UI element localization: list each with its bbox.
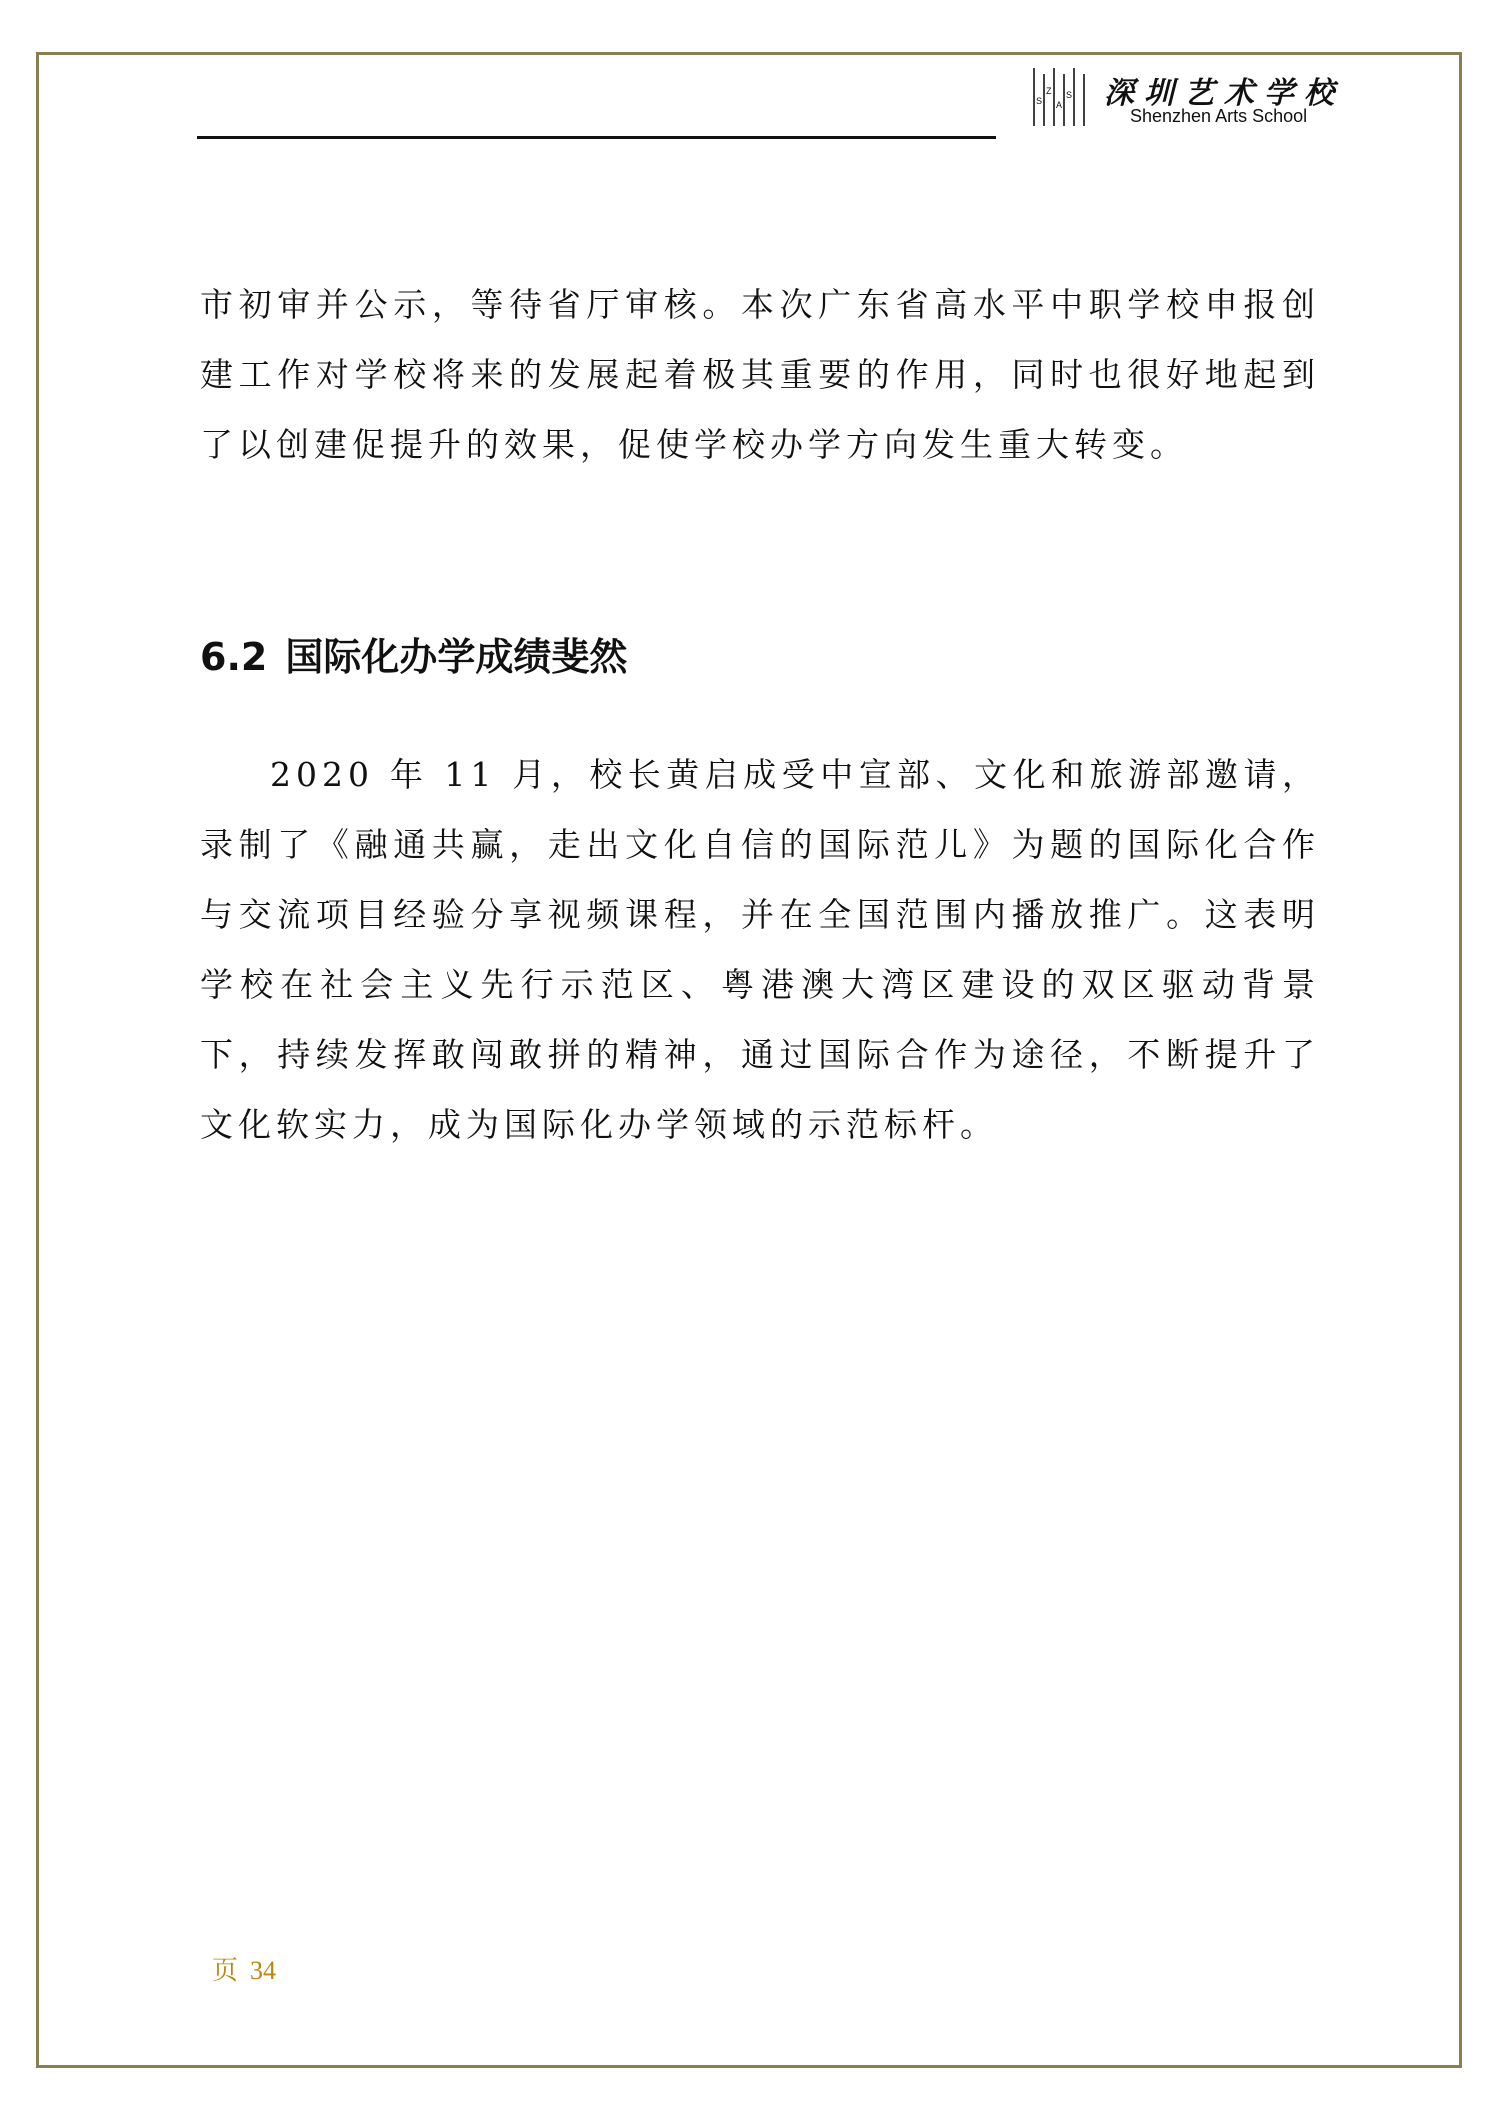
page-label: 页 <box>212 1956 239 1985</box>
section-title: 国际化办学成绩斐然 <box>285 635 628 679</box>
body-paragraph: 2020 年 11 月，校长黄启成受中宣部、文化和旅游部邀请，录制了《融通共赢，走出文化自信的国际范儿》为题的国际化合作与交流项目经验分享视频课程，并在全国范围内播放推广。这表明学校在社会主义先行示范区、粤港澳大湾区建设的双区驱动背景下，持续发挥敢闯敢拼的精神，通过国际合作为途径，不断提升了文化软实力，成为国际化办学领域的示范标杆。 <box>200 755 1320 1144</box>
school-name-cn: 深圳艺术学校 <box>1104 76 1344 111</box>
logo-letter: S <box>1066 90 1073 100</box>
page-number <box>212 1950 276 1987</box>
section-number: 6.2 <box>200 635 268 679</box>
school-name-en: Shenzhen Arts School <box>1130 106 1308 126</box>
header-rule <box>197 136 996 139</box>
logo-letter: A <box>1056 100 1063 110</box>
szas-logo-icon <box>1030 64 1100 130</box>
body-paragraph: 市初审并公示，等待省厅审核。本次广东省高水平中职学校申报创建工作对学校将来的发展起着极其重要的作用，同时也很好地起到了以创建促提升的效果，促使学校办学方向发生重大转变。 <box>200 285 1320 464</box>
logo-letter: S <box>1036 96 1043 106</box>
page-number-value: 34 <box>250 1956 277 1985</box>
logo-letter: Z <box>1046 86 1052 96</box>
section-heading <box>200 626 627 681</box>
school-logo <box>1022 60 1344 136</box>
